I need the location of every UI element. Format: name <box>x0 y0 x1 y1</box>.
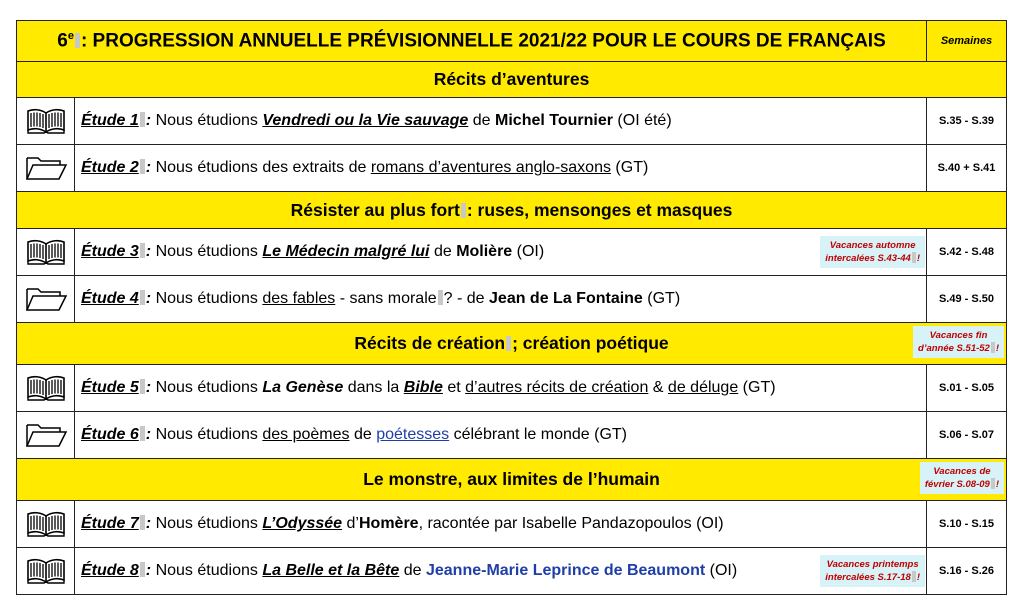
open-book-icon <box>26 239 66 265</box>
text-part: (OI) <box>516 243 545 260</box>
section-title <box>17 459 1007 501</box>
work-title: Vendredi ou la Vie sauvage <box>262 112 469 129</box>
study-text-wrap <box>81 236 926 268</box>
open-book-icon <box>26 108 66 134</box>
work-title: romans d’aventures anglo-saxons <box>370 159 611 176</box>
section-row <box>17 459 1007 501</box>
colon: : <box>145 379 152 396</box>
text-part: Nous étudions <box>155 243 258 260</box>
study-label: Étude 1 <box>81 112 139 129</box>
note-line: intercalées S.17-18 <box>825 572 911 583</box>
holiday-note <box>820 236 925 268</box>
colon: : <box>145 243 152 260</box>
header-row <box>17 21 1007 62</box>
holiday-note <box>913 326 1004 358</box>
text-part: de <box>353 426 372 443</box>
grey-mark <box>140 515 145 530</box>
open-book-icon <box>26 511 66 537</box>
note-line: Vacances automne <box>829 240 916 251</box>
text-part: célébrant le monde (GT) <box>453 426 627 443</box>
grey-mark <box>140 379 145 394</box>
row-icon-cell <box>17 365 75 412</box>
work-title: Le Médecin malgré lui <box>262 243 430 260</box>
section-row <box>17 62 1007 98</box>
text-part: Nous étudions <box>155 515 258 532</box>
weeks-cell: S.42 - S.48 <box>927 229 1007 276</box>
row-icon-cell <box>17 412 75 459</box>
work-title: La Genèse <box>262 379 344 396</box>
grey-mark <box>438 290 443 305</box>
title-level: 6 <box>57 30 68 52</box>
note-line: d’année S.51-52 <box>918 343 990 354</box>
grey-mark <box>991 478 995 489</box>
section-title-part: : ruses, mensonges et masques <box>466 199 733 220</box>
table-row <box>17 501 1007 548</box>
author: Jeanne-Marie Leprince de Beaumont <box>425 562 706 579</box>
row-icon-cell <box>17 276 75 323</box>
colon: : <box>145 159 152 176</box>
text-part: de <box>472 112 491 129</box>
study-label: Étude 3 <box>81 243 139 260</box>
grey-mark <box>140 290 145 305</box>
author: Jean de La Fontaine <box>489 290 643 307</box>
table-row <box>17 276 1007 323</box>
row-icon-cell <box>17 145 75 192</box>
section-title-part: ; création poétique <box>512 333 669 353</box>
colon: : <box>145 562 152 579</box>
author: Homère <box>358 515 419 532</box>
text-part: de <box>403 562 422 579</box>
section-row <box>17 323 1007 365</box>
weeks-cell: S.35 - S.39 <box>927 98 1007 145</box>
text-part: de <box>433 243 452 260</box>
title-sup: e <box>67 29 74 42</box>
note-line: ! <box>995 343 999 354</box>
work-title: d’autres récits de création <box>465 379 649 396</box>
weeks-cell: S.40 + S.41 <box>927 145 1007 192</box>
study-text <box>75 276 927 323</box>
note-line: Vacances de <box>933 466 991 477</box>
text-part: Nous étudions <box>155 112 258 129</box>
row-icon-cell <box>17 501 75 548</box>
study-text <box>75 548 927 595</box>
folder-icon <box>24 286 68 312</box>
progression-table <box>16 20 1007 595</box>
page-title <box>17 21 927 62</box>
row-icon-cell <box>17 548 75 595</box>
study-label: Étude 8 <box>81 562 139 579</box>
author: Michel Tournier <box>495 112 613 129</box>
text-part: & <box>652 379 664 396</box>
work-title: poétesses <box>376 426 450 443</box>
weeks-cell: S.06 - S.07 <box>927 412 1007 459</box>
note-line: février S.08-09 <box>924 479 990 490</box>
row-icon-cell <box>17 229 75 276</box>
note-line: ! <box>916 253 920 264</box>
study-text-wrap <box>81 555 926 587</box>
text-part: Nous étudions <box>155 426 258 443</box>
table-row <box>17 145 1007 192</box>
table-row <box>17 365 1007 412</box>
section-title-part: Le monstre, aux limites de l’humain <box>363 469 660 489</box>
holiday-note <box>920 462 1004 494</box>
text-part: dans la <box>347 379 400 396</box>
work-title: L’Odyssée <box>262 515 343 532</box>
note-line: intercalées S.43-44 <box>825 253 911 264</box>
section-row <box>17 192 1007 229</box>
study-text-main <box>81 243 544 261</box>
weeks-column-header: Semaines <box>927 21 1007 62</box>
work-title: Bible <box>403 379 443 396</box>
section-title: Récits d’aventures <box>17 62 1007 98</box>
note-line: Vacances printemps <box>826 559 919 570</box>
holiday-note <box>820 555 925 587</box>
weeks-cell: S.10 - S.15 <box>927 501 1007 548</box>
grey-mark <box>991 342 995 353</box>
folder-icon <box>24 155 68 181</box>
table-row <box>17 412 1007 459</box>
work-title: La Belle et la Bête <box>262 562 400 579</box>
colon: : <box>145 426 152 443</box>
text-part: Nous étudions <box>155 562 258 579</box>
work-title: de déluge <box>667 379 739 396</box>
table-row <box>17 548 1007 595</box>
colon: : <box>145 112 152 129</box>
work-title: des fables <box>262 290 336 307</box>
title-text: : PROGRESSION ANNUELLE PRÉVISIONNELLE 2021/22 POUR LE COURS DE FRANÇAIS <box>80 30 886 52</box>
study-label: Étude 4 <box>81 290 139 307</box>
study-text <box>75 501 927 548</box>
note-line: ! <box>916 572 920 583</box>
table-row <box>17 229 1007 276</box>
section-title-part: Récits de création <box>354 333 506 353</box>
work-title: des poèmes <box>262 426 350 443</box>
study-text <box>75 98 927 145</box>
study-text <box>75 229 927 276</box>
text-part: Nous étudions <box>155 290 258 307</box>
study-text <box>75 145 927 192</box>
text-part: Nous étudions <box>155 379 258 396</box>
text-part: Nous étudions des extraits de <box>155 159 367 176</box>
grey-mark <box>140 562 145 577</box>
grey-mark <box>912 571 916 582</box>
study-label: Étude 5 <box>81 379 139 396</box>
study-label: Étude 6 <box>81 426 139 443</box>
colon: : <box>145 290 152 307</box>
text-part: ? - de <box>443 290 485 307</box>
grey-mark <box>461 203 466 218</box>
grey-mark <box>140 243 145 258</box>
author: Molière <box>456 243 513 260</box>
text-part: - sans morale <box>339 290 437 307</box>
grey-mark <box>140 112 145 127</box>
weeks-cell: S.16 - S.26 <box>927 548 1007 595</box>
text-part: d’ <box>346 515 359 532</box>
study-label: Étude 2 <box>81 159 139 176</box>
text-part: (OI) <box>709 562 738 579</box>
study-text-main <box>81 562 737 580</box>
open-book-icon <box>26 558 66 584</box>
section-title-part: Résister au plus fort <box>290 199 460 220</box>
open-book-icon <box>26 375 66 401</box>
study-text <box>75 365 927 412</box>
section-title <box>17 323 1007 365</box>
grey-mark <box>140 159 145 174</box>
table-row <box>17 98 1007 145</box>
note-line: ! <box>995 479 999 490</box>
grey-mark <box>75 33 80 48</box>
study-text <box>75 412 927 459</box>
weeks-cell: S.01 - S.05 <box>927 365 1007 412</box>
text-part: (GT) <box>742 379 776 396</box>
study-label: Étude 7 <box>81 515 139 532</box>
text-part: , racontée par Isabelle Pandazopoulos (OI) <box>418 515 724 532</box>
grey-mark <box>140 426 145 441</box>
text-part: (OI été) <box>617 112 672 129</box>
folder-icon <box>24 422 68 448</box>
text-part: et <box>447 379 461 396</box>
row-icon-cell <box>17 98 75 145</box>
weeks-cell: S.49 - S.50 <box>927 276 1007 323</box>
section-title <box>17 192 1007 229</box>
grey-mark <box>506 336 511 351</box>
note-line: Vacances fin <box>929 330 988 341</box>
text-part: (GT) <box>615 159 649 176</box>
grey-mark <box>912 252 916 263</box>
colon: : <box>145 515 152 532</box>
text-part: (GT) <box>647 290 681 307</box>
